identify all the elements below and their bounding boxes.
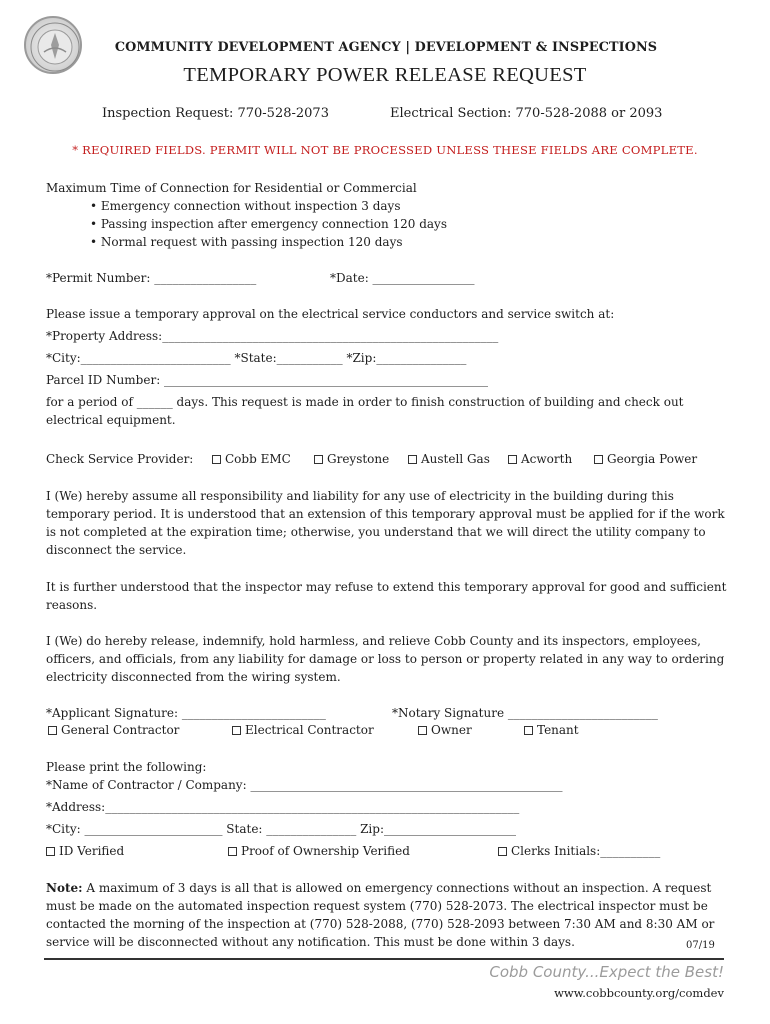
- permit-number-field[interactable]: *Permit Number: _________________: [46, 271, 257, 285]
- role-option-tenant[interactable]: [524, 722, 579, 738]
- provider-option-greystone[interactable]: [314, 451, 389, 467]
- checkbox-icon[interactable]: [508, 455, 517, 464]
- period-days-field[interactable]: for a period of ______ days. This request is made in order to finish construction of building and check out: [46, 395, 684, 409]
- checkbox-icon[interactable]: [212, 455, 221, 464]
- print-heading: Please print the following:: [46, 760, 207, 774]
- city-state-zip-field[interactable]: *City:_________________________ *State:___________ *Zip:_______________: [46, 351, 467, 365]
- id-verified-label: ID Verified: [59, 844, 125, 858]
- agency-heading: COMMUNITY DEVELOPMENT AGENCY | DEVELOPMENT & INSPECTIONS: [114, 40, 658, 55]
- role-option-label: Tenant: [537, 723, 579, 737]
- county-slogan: Cobb County...Expect the Best!: [489, 963, 724, 981]
- form-title: TEMPORARY POWER RELEASE REQUEST: [183, 64, 587, 86]
- form-version: 07/19: [686, 940, 715, 951]
- id-verified-option[interactable]: [46, 843, 124, 859]
- provider-option-label: Acworth: [521, 452, 573, 466]
- max-time-heading: Maximum Time of Connection for Residential or Commercial: [46, 181, 417, 195]
- applicant-signature-field[interactable]: *Applicant Signature: ________________________: [46, 706, 326, 720]
- ownership-verified-option[interactable]: [228, 843, 410, 859]
- address-field[interactable]: *Address:_____________________________________________________________________: [46, 800, 520, 814]
- checkbox-icon[interactable]: [228, 847, 237, 856]
- provider-option-label: Georgia Power: [607, 452, 698, 466]
- role-option-electrical-contractor[interactable]: [232, 722, 374, 738]
- provider-option-label: Cobb EMC: [225, 452, 291, 466]
- website-link[interactable]: www.cobbcounty.org/comdev: [554, 986, 724, 1000]
- checkbox-icon[interactable]: [498, 847, 507, 856]
- ownership-verified-label: Proof of Ownership Verified: [241, 844, 410, 858]
- provider-option-georgia-power[interactable]: [594, 451, 697, 467]
- max-time-item: • Emergency connection without inspection 3 days: [90, 199, 401, 213]
- checkbox-icon[interactable]: [524, 726, 533, 735]
- note-text: A maximum of 3 days is all that is allowed on emergency connections without an inspection. A request must be made on the automated inspection request system (770) 528-2073. The electrical inspector must be contacted the morning of the inspection at (770) 528-2088, (770) 528-2093 between 7:30 AM and 8:30 AM or service will be disconnected without any notification. This must be done within 3 days.: [46, 881, 715, 949]
- approval-intro: Please issue a temporary approval on the electrical service conductors and service switch at:: [46, 307, 615, 321]
- max-time-item: • Normal request with passing inspection 120 days: [90, 235, 403, 249]
- provider-option-label: Greystone: [327, 452, 390, 466]
- required-fields-notice: * REQUIRED FIELDS. PERMIT WILL NOT BE PROCESSED UNLESS THESE FIELDS ARE COMPLETE.: [72, 143, 698, 157]
- inspection-phone: Inspection Request: 770-528-2073: [102, 106, 329, 121]
- parcel-id-field[interactable]: Parcel ID Number: ______________________________________________________: [46, 373, 489, 387]
- service-provider-label: Check Service Provider:: [46, 452, 194, 466]
- period-text: electrical equipment.: [46, 413, 176, 427]
- provider-option-label: Austell Gas: [421, 452, 490, 466]
- clerks-initials-label: Clerks Initials:__________: [511, 844, 661, 858]
- provider-option-acworth[interactable]: [508, 451, 572, 467]
- electrical-phone: Electrical Section: 770-528-2088 or 2093: [390, 106, 663, 121]
- checkbox-icon[interactable]: [46, 847, 55, 856]
- checkbox-icon[interactable]: [408, 455, 417, 464]
- checkbox-icon[interactable]: [314, 455, 323, 464]
- checkbox-icon[interactable]: [232, 726, 241, 735]
- role-option-general-contractor[interactable]: [48, 722, 179, 738]
- note-paragraph: [46, 879, 726, 951]
- date-field[interactable]: *Date: _________________: [330, 271, 475, 285]
- checkbox-icon[interactable]: [48, 726, 57, 735]
- role-option-owner[interactable]: [418, 722, 472, 738]
- role-option-label: General Contractor: [61, 723, 180, 737]
- print-city-state-zip-field[interactable]: *City: _______________________ State: _______________ Zip:______________________: [46, 822, 516, 836]
- contractor-name-field[interactable]: *Name of Contractor / Company: ____________________________________________________: [46, 778, 563, 792]
- role-option-label: Electrical Contractor: [245, 723, 374, 737]
- notary-signature-field[interactable]: *Notary Signature _________________________: [392, 706, 658, 720]
- max-time-item: • Passing inspection after emergency connection 120 days: [90, 217, 447, 231]
- provider-option-cobb-emc[interactable]: [212, 451, 291, 467]
- provider-option-austell-gas[interactable]: [408, 451, 490, 467]
- property-address-field[interactable]: *Property Address:________________________________________________________: [46, 329, 499, 343]
- checkbox-icon[interactable]: [418, 726, 427, 735]
- refuse-paragraph: It is further understood that the inspector may refuse to extend this temporary approval for good and sufficient reasons.: [46, 580, 727, 612]
- clerks-initials-option[interactable]: [498, 843, 660, 859]
- note-label: Note:: [46, 881, 83, 895]
- release-paragraph: I (We) do hereby release, indemnify, hold harmless, and relieve Cobb County and its inspectors, employees, officers, and officials, from any liability for damage or loss to person or property related in any way to ordering electricity disconnected from the wiring system.: [46, 634, 725, 684]
- footer-divider: [44, 958, 724, 960]
- liability-paragraph: I (We) hereby assume all responsibility and liability for any use of electricity in the building during this temporary period. It is understood that an extension of this temporary approval must be applied for if the work is not completed at the expiration time; otherwise, you understand that we will direct the utility company to disconnect the service.: [46, 489, 725, 557]
- role-option-label: Owner: [431, 723, 472, 737]
- checkbox-icon[interactable]: [594, 455, 603, 464]
